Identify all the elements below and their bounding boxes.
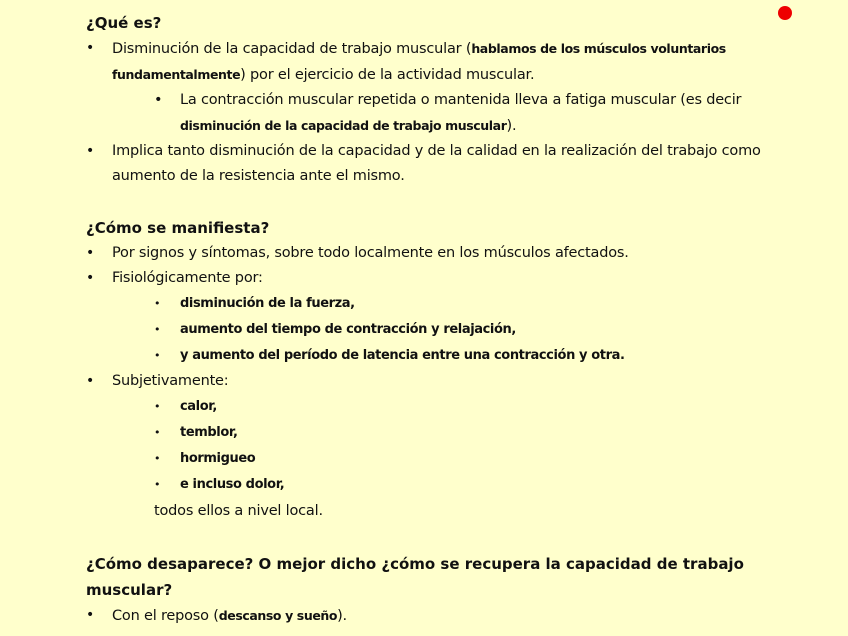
sub-list-item [86,394,826,420]
item-text: Disminución de la capacidad de trabajo muscular ( [112,41,472,57]
bullet-icon: • [86,373,95,389]
bullet-icon: • [154,426,161,439]
bullet-icon: • [154,400,161,413]
item-text: aumento del tiempo de contracción y relajación, [180,322,516,337]
item-text: e incluso dolor, [180,477,285,492]
list-item [86,266,826,291]
bullet-icon: • [86,270,95,286]
spacer [86,189,826,215]
spacer [86,525,826,551]
slide-content [86,10,826,629]
section-heading-que-es: ¿Qué es? [86,14,162,32]
section-heading-como-se-manifiesta: ¿Cómo se manifiesta? [86,219,270,237]
item-text: Por signos y síntomas, sobre todo localmente en los músculos afectados. [112,245,629,261]
sub-list-item [86,88,826,139]
item-text-small: hablamos de los músculos voluntarios fundamentalmente [112,41,726,82]
item-text: temblor, [180,425,238,440]
item-text: calor, [180,399,217,414]
section-list-manifiesta [86,241,826,498]
item-text: Con el reposo ( [112,608,219,624]
sub-list-item [86,446,826,472]
bullet-icon: • [154,92,163,108]
section-heading-como-desaparece: ¿Cómo desaparece? O mejor dicho ¿cómo se recupera la capacidad de trabajo muscular? [86,555,744,599]
section-list-que-es [86,36,826,189]
list-item [86,139,826,189]
item-text: Implica tanto disminución de la capacidad y de la calidad en la realización del trabajo como aumento de la resistencia ante el mismo. [112,143,761,184]
bullet-icon: • [86,40,95,56]
bullet-icon: • [86,143,95,159]
item-text: ). [506,118,517,134]
bullet-icon: • [154,349,161,362]
bullet-icon: • [154,297,161,310]
list-item [86,241,826,266]
sub-list-item [86,472,826,498]
sub-list-item [86,291,826,317]
list-item [86,603,826,629]
bullet-icon: • [154,323,161,336]
closing-text: todos ellos a nivel local. [154,503,323,519]
list-item [86,36,826,88]
bullet-icon: • [154,478,161,491]
item-text: Subjetivamente: [112,373,229,389]
bullet-icon: • [86,245,95,261]
item-text-small: descanso y sueño [218,608,338,623]
item-text: ). [337,608,347,624]
bullet-icon: • [154,452,161,465]
sub-list-item [86,420,826,446]
item-text: Fisiológicamente por: [112,270,263,286]
sub-list-item [86,343,826,369]
sub-list-item [86,317,826,343]
section-list-desaparece [86,603,826,629]
item-text: hormigueo [180,451,256,466]
item-text: La contracción muscular repetida o mantenida lleva a fatiga muscular (es decir [180,92,742,108]
item-text-small: disminución de la capacidad de trabajo muscular [180,118,507,133]
item-text: ) por el ejercicio de la actividad muscular. [240,67,535,83]
bullet-icon: • [86,607,95,623]
item-text: disminución de la fuerza, [180,296,355,311]
item-text: y aumento del período de latencia entre una contracción y otra. [180,348,625,363]
list-item [86,369,826,394]
